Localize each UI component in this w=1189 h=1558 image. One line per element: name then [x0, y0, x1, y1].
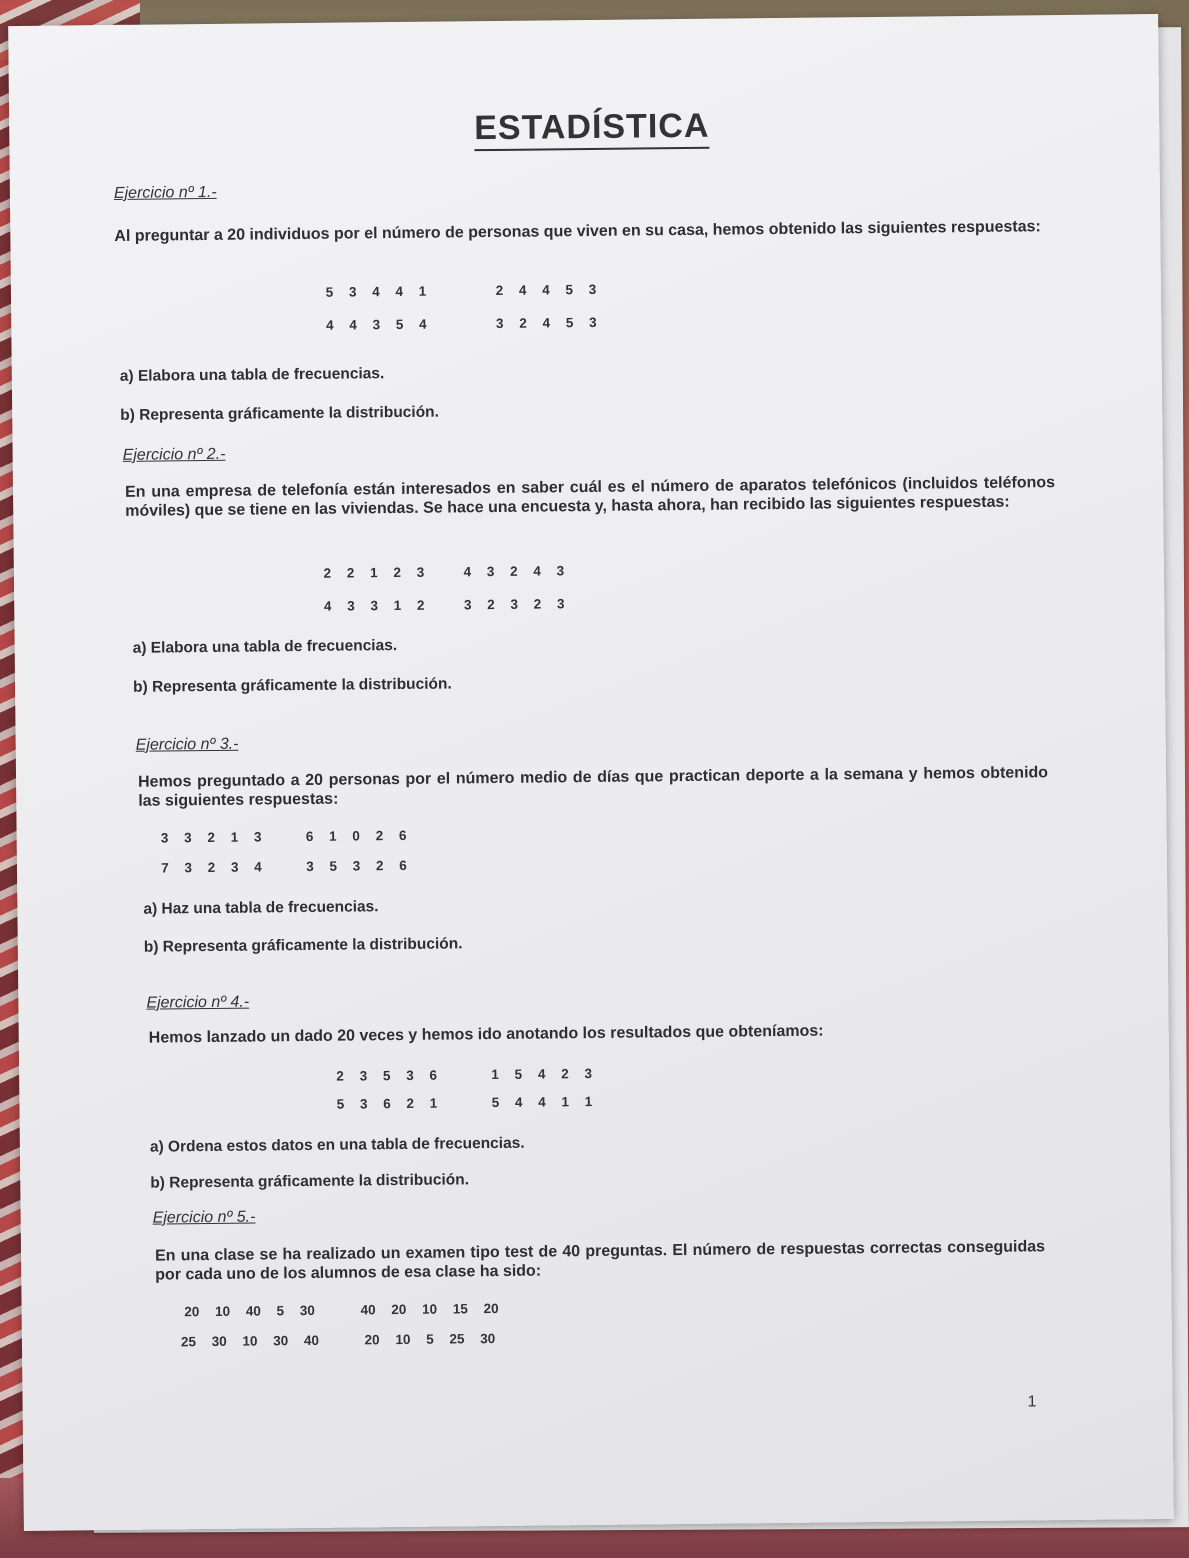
data-group: 5 4 4 1 1	[491, 1094, 593, 1111]
data-group: 4 3 2 4 3	[463, 563, 565, 580]
data-group: 3 3 2 1 3	[160, 829, 262, 846]
data-group: 2 2 1 2 3	[323, 564, 425, 581]
exercise-4-text: Hemos lanzado un dado 20 veces y hemos ido anotando los resultados que obteníamos:	[148, 1022, 824, 1047]
exercise-5-data-row-2	[160, 1331, 520, 1350]
data-group: 5 3 4 4 1	[325, 283, 427, 300]
exercise-4-heading: Ejercicio nº 4.-	[146, 993, 250, 1012]
exercise-1-data-row-1	[291, 282, 631, 301]
exercise-4-data-row-1	[309, 1066, 619, 1084]
exercise-2-item-b: b) Representa gráficamente la distribución.	[132, 675, 452, 696]
exercise-1-data-row-2	[291, 315, 631, 334]
exercise-3-text: Hemos preguntado a 20 personas por el número medio de días que practican deporte a la semana y hemos obtenido las siguientes respuestas:	[137, 764, 1049, 810]
data-group: 20 10 5 25 30	[364, 1331, 496, 1348]
exercise-2-text: En una empresa de telefonía están interesados en saber cuál es el número de aparatos telefónicos (incluidos teléfonos móviles) que se tiene en las viviendas. Se hace una encuesta y, hasta ahora, han recibido las siguientes respuestas:	[124, 474, 1056, 520]
data-group: 2 4 4 5 3	[495, 281, 597, 298]
data-group: 4 3 3 1 2	[323, 597, 425, 614]
exercise-2-heading: Ejercicio nº 2.-	[122, 445, 226, 464]
exercise-5-text: En una clase se ha realizado un examen tipo test de 40 preguntas. El número de respuestas correctas conseguidas por cada uno de los alumnos de esa clase ha sido:	[154, 1238, 1046, 1284]
data-group: 1 5 4 2 3	[491, 1066, 592, 1083]
data-group: 2 3 5 3 6	[336, 1067, 438, 1084]
page-number: 1	[1027, 1393, 1037, 1411]
data-group: 4 4 3 5 4	[325, 316, 427, 333]
data-group: 5 3 6 2 1	[336, 1095, 438, 1112]
exercise-1-item-b: b) Representa gráficamente la distribución.	[120, 403, 440, 424]
exercise-5-heading: Ejercicio nº 5.-	[152, 1208, 256, 1227]
data-group: 40 20 10 15 20	[360, 1300, 499, 1318]
page-title: ESTADÍSTICA	[474, 107, 710, 151]
data-group: 7 3 2 3 4	[161, 859, 262, 876]
exercise-2-data-row-1	[304, 563, 584, 581]
exercise-3-item-b: b) Representa gráficamente la distribución.	[143, 935, 463, 956]
data-group: 20 10 40 5 30	[184, 1302, 315, 1320]
worksheet-page	[8, 14, 1174, 1531]
exercise-3-data-row-2	[139, 858, 429, 876]
data-group: 3 2 3 2 3	[463, 596, 565, 613]
exercise-1-text: Al preguntar a 20 individuos por el número de personas que viven en su casa, hemos obtenido las siguientes respuestas:	[114, 218, 1041, 245]
data-group: 6 1 0 2 6	[305, 827, 407, 844]
exercise-5-data-row-1	[160, 1301, 520, 1320]
exercise-1-item-a: a) Elabora una tabla de frecuencias.	[119, 365, 385, 385]
exercise-3-heading: Ejercicio nº 3.-	[135, 735, 239, 754]
data-group: 3 5 3 2 6	[306, 857, 407, 874]
exercise-4-data-row-2	[309, 1094, 619, 1112]
exercise-2-data-row-2	[304, 596, 584, 614]
exercise-4-item-a: a) Ordena estos datos en una tabla de frecuencias.	[149, 1134, 525, 1156]
exercise-3-data-row-1	[139, 828, 429, 846]
exercise-2-item-a: a) Elabora una tabla de frecuencias.	[132, 637, 398, 657]
exercise-4-item-b: b) Representa gráficamente la distribución.	[150, 1171, 470, 1192]
data-group: 3 2 4 5 3	[495, 314, 597, 331]
data-group: 25 30 10 30 40	[180, 1332, 320, 1350]
exercise-1-heading: Ejercicio nº 1.-	[113, 183, 217, 202]
exercise-3-item-a: a) Haz una tabla de frecuencias.	[143, 898, 379, 918]
